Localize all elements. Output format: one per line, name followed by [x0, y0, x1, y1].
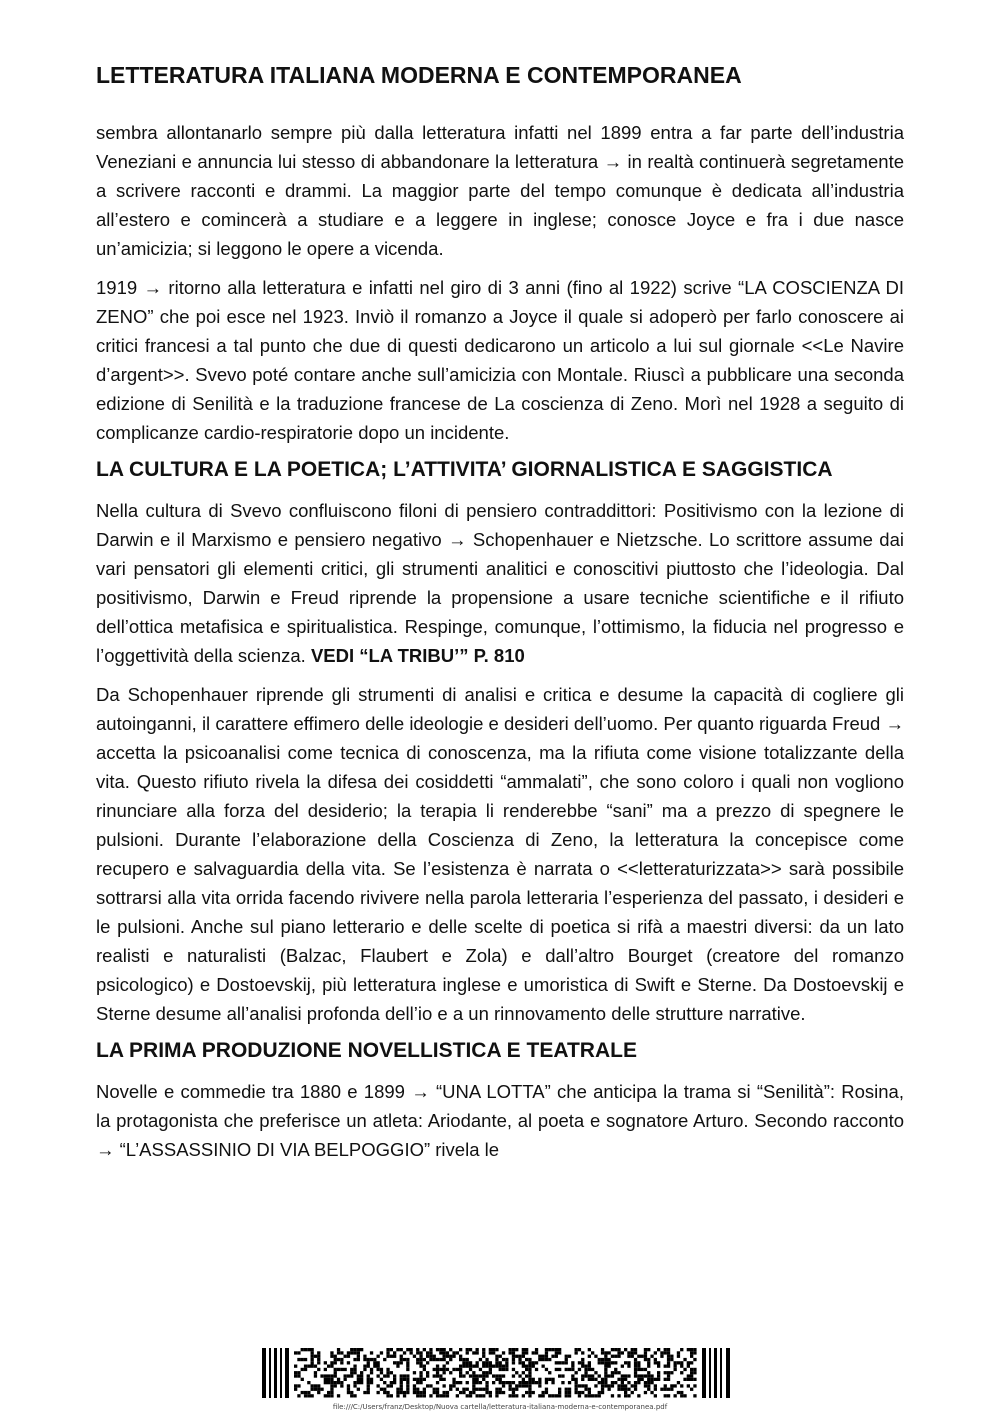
paragraph-cultura-2: Da Schopenhauer riprende gli strumenti di analisi e critica e desume la capacità di cogliere gli autoinganni, il carattere effimero delle ideologie e desideri dell’uomo. Per quanto riguarda Freud → accetta la psicoanalisi come tecnica di conoscenza, ma la rifiuta come visione totalizzante della vita. Questo rifiuto rivela la difesa dei cosiddetti “ammalati”, che sono coloro i quali non vogliono rinunciare alla forza del desiderio; la terapia li renderebbe “sani” ma a prezzo di spegnere le pulsioni. Durante l’elaborazione della Coscienza di Zeno, la letteratura la concepisce come recupero e salvaguardia della vita. Se l’esistenza è narrata o <<letteraturizzata>> sarà possibile sottrarsi alla vita orrida facendo rivivere nella parola letteraria l’esperienza del passato, i desideri e le pulsioni. Anche sul piano letterario e delle scelte di poetica si rifà a maestri diversi: da un lato realisti e naturalisti (Balzac, Flaubert e Zola) e dall’altro Bourget (creatore del romanzo psicologico) e Dostoevskij, più letteratura inglese e umoristica di Swift e Sterne. Da Dostoevskij e Sterne desume all’analisi profonda dell’io e a un rinnovamento delle strutture narrative.: [96, 683, 904, 1024]
paragraph-intro-1: sembra allontanarlo sempre più dalla letteratura infatti nel 1899 entra a far parte dell’industria Veneziani e annuncia lui stesso di abbandonare la letteratura → in realtà continuerà segretamente a scrivere racconti e drammi. La maggior parte del tempo comunque è dedicata all’industria all’estero e comincerà a studiare e a leggere in inglese; conosce Joyce e fra i due nasce un’amicizia; si leggono le opere a vicenda.: [96, 121, 904, 259]
file-path-footer: file:///C:/Users/franz/Desktop/Nuova cartella/letteratura-italiana-moderna-e-contemporanea.pdf: [332, 1403, 668, 1411]
paragraph-intro-2: 1919 → ritorno alla letteratura e infatti nel giro di 3 anni (fino al 1922) scrive “LA COSCIENZA DI ZENO” che poi esce nel 1923. Inviò il romanzo a Joyce il quale si adoperò per farlo conoscere ai critici francesi a tal punto che due di questi dedicarono un articolo a lui sul giornale <<Le Navire d’argent>>. Svevo poté contare anche sull’amicizia con Montale. Riuscì a pubblicare una seconda edizione di Senilità e la traduzione francese de La coscienza di Zeno. Morì nel 1928 a seguito di complicanze cardio-respiratorie dopo un incidente.: [96, 276, 904, 443]
section-heading-cultura: LA CULTURA E LA POETICA; L’ATTIVITA’ GIORNALISTICA E SAGGISTICA: [96, 457, 833, 481]
paragraph-prima-produzione-1: Novelle e commedie tra 1880 e 1899 → “UNA LOTTA” che anticipa la trama si “Senilità”: Rosina, la protagonista che preferisce un atleta: Ariodante, al poeta e sognatore Arturo. Secondo racconto → “L’ASSASSINIO DI VIA BELPOGGIO” rivela le: [96, 1080, 904, 1160]
paragraph-cultura-1-text: Nella cultura di Svevo confluiscono filoni di pensiero contraddittori: Positivismo con la lezione di Darwin e il Marxismo e pensiero negativo → Schopenhauer e Nietzsche. Lo scrittore assume dai vari pensatori gli elementi critici, gli strumenti analitici e conoscitivi piuttosto che l’ideologia. Dal positivismo, Darwin e Freud riprende la propensione a usare tecniche scientifiche e il rifiuto dell’ottica metafisica e spiritualistica. Respinge, comunque, l’ottimismo, la fiducia nel progresso e l’oggettività della scienza.: [96, 499, 904, 666]
paragraph-cultura-1: [96, 496, 904, 670]
section-heading-prima-produzione: LA PRIMA PRODUZIONE NOVELLISTICA E TEATRALE: [96, 1038, 637, 1062]
cross-reference: VEDI “LA TRIBU’” P. 810: [310, 644, 525, 666]
document-title: LETTERATURA ITALIANA MODERNA E CONTEMPORANEA: [96, 62, 742, 88]
barcode-icon: [262, 1348, 732, 1398]
document-page: [96, 62, 904, 1174]
